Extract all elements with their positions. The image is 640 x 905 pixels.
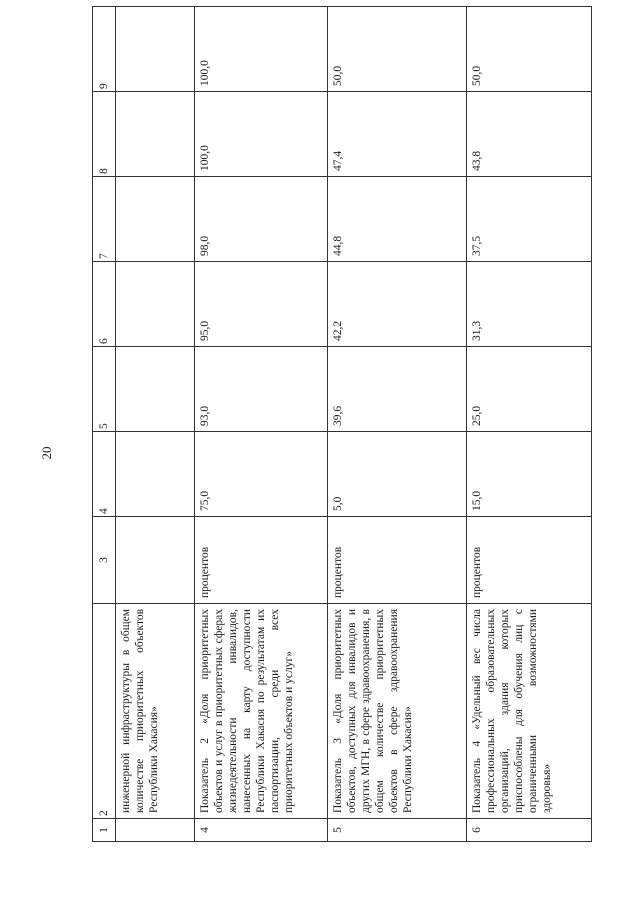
value-cell: 15,0: [467, 432, 592, 517]
unit-cell: [116, 517, 195, 604]
unit-cell: процентов: [328, 517, 467, 604]
indicator-name: Показатель 4 «Удельный вес числа профессиональных образовательных организаций, здания которых приспособлены для обучения лиц с ограниченными возможностями здоровья»: [467, 604, 592, 819]
value-cell: 5,0: [328, 432, 467, 517]
value-cell: 95,0: [195, 262, 328, 347]
value-cell: [116, 347, 195, 432]
header-cell: 2: [93, 604, 116, 819]
row-number: [116, 819, 195, 842]
value-cell: 93,0: [195, 347, 328, 432]
indicator-name: Показатель 3 «Доля приоритетных объектов, доступных для инвалидов и других МГН, в сфере здравоохранения, в общем количестве приоритетных объектов в сфере здравоохранения Республики Хакасия»: [328, 604, 467, 819]
value-cell: 98,0: [195, 177, 328, 262]
unit-cell: процентов: [195, 517, 328, 604]
value-cell: [116, 92, 195, 177]
table-row: [116, 7, 195, 842]
indicator-name: инженерной инфраструктуры в общем количестве приоритетных объектов Республики Хакасия»: [116, 604, 195, 819]
value-cell: 37,5: [467, 177, 592, 262]
indicators-table: [92, 6, 592, 842]
header-cell: 6: [93, 262, 116, 347]
header-cell: 8: [93, 92, 116, 177]
row-number: 5: [328, 819, 467, 842]
value-cell: 75,0: [195, 432, 328, 517]
page-number: 20: [39, 446, 54, 460]
table-row: [467, 7, 592, 842]
value-cell: 42,2: [328, 262, 467, 347]
value-cell: [116, 262, 195, 347]
value-cell: 44,8: [328, 177, 467, 262]
value-cell: [116, 432, 195, 517]
value-cell: 100,0: [195, 92, 328, 177]
rotated-table-container: [92, 50, 572, 842]
value-cell: 31,3: [467, 262, 592, 347]
value-cell: 25,0: [467, 347, 592, 432]
value-cell: 50,0: [467, 7, 592, 92]
indicator-name: Показатель 2 «Доля приоритетных объектов и услуг в приоритетных сферах жизнедеятельности инвалидов, нанесенных на карту доступности Республики Хакасия по результатам их паспортизации, среди всех приоритетных объектов и услуг»: [195, 604, 328, 819]
value-cell: [116, 177, 195, 262]
value-cell: 39,6: [328, 347, 467, 432]
value-cell: 100,0: [195, 7, 328, 92]
header-cell: 1: [93, 819, 116, 842]
unit-cell: процентов: [467, 517, 592, 604]
header-row: [93, 7, 116, 842]
value-cell: 43,8: [467, 92, 592, 177]
value-cell: 50,0: [328, 7, 467, 92]
value-cell: [116, 7, 195, 92]
header-cell: 4: [93, 432, 116, 517]
header-cell: 3: [93, 517, 116, 604]
row-number: 4: [195, 819, 328, 842]
row-number: 6: [467, 819, 592, 842]
header-cell: 7: [93, 177, 116, 262]
header-cell: 9: [93, 7, 116, 92]
table-row: [195, 7, 328, 842]
table-row: [328, 7, 467, 842]
value-cell: 47,4: [328, 92, 467, 177]
header-cell: 5: [93, 347, 116, 432]
